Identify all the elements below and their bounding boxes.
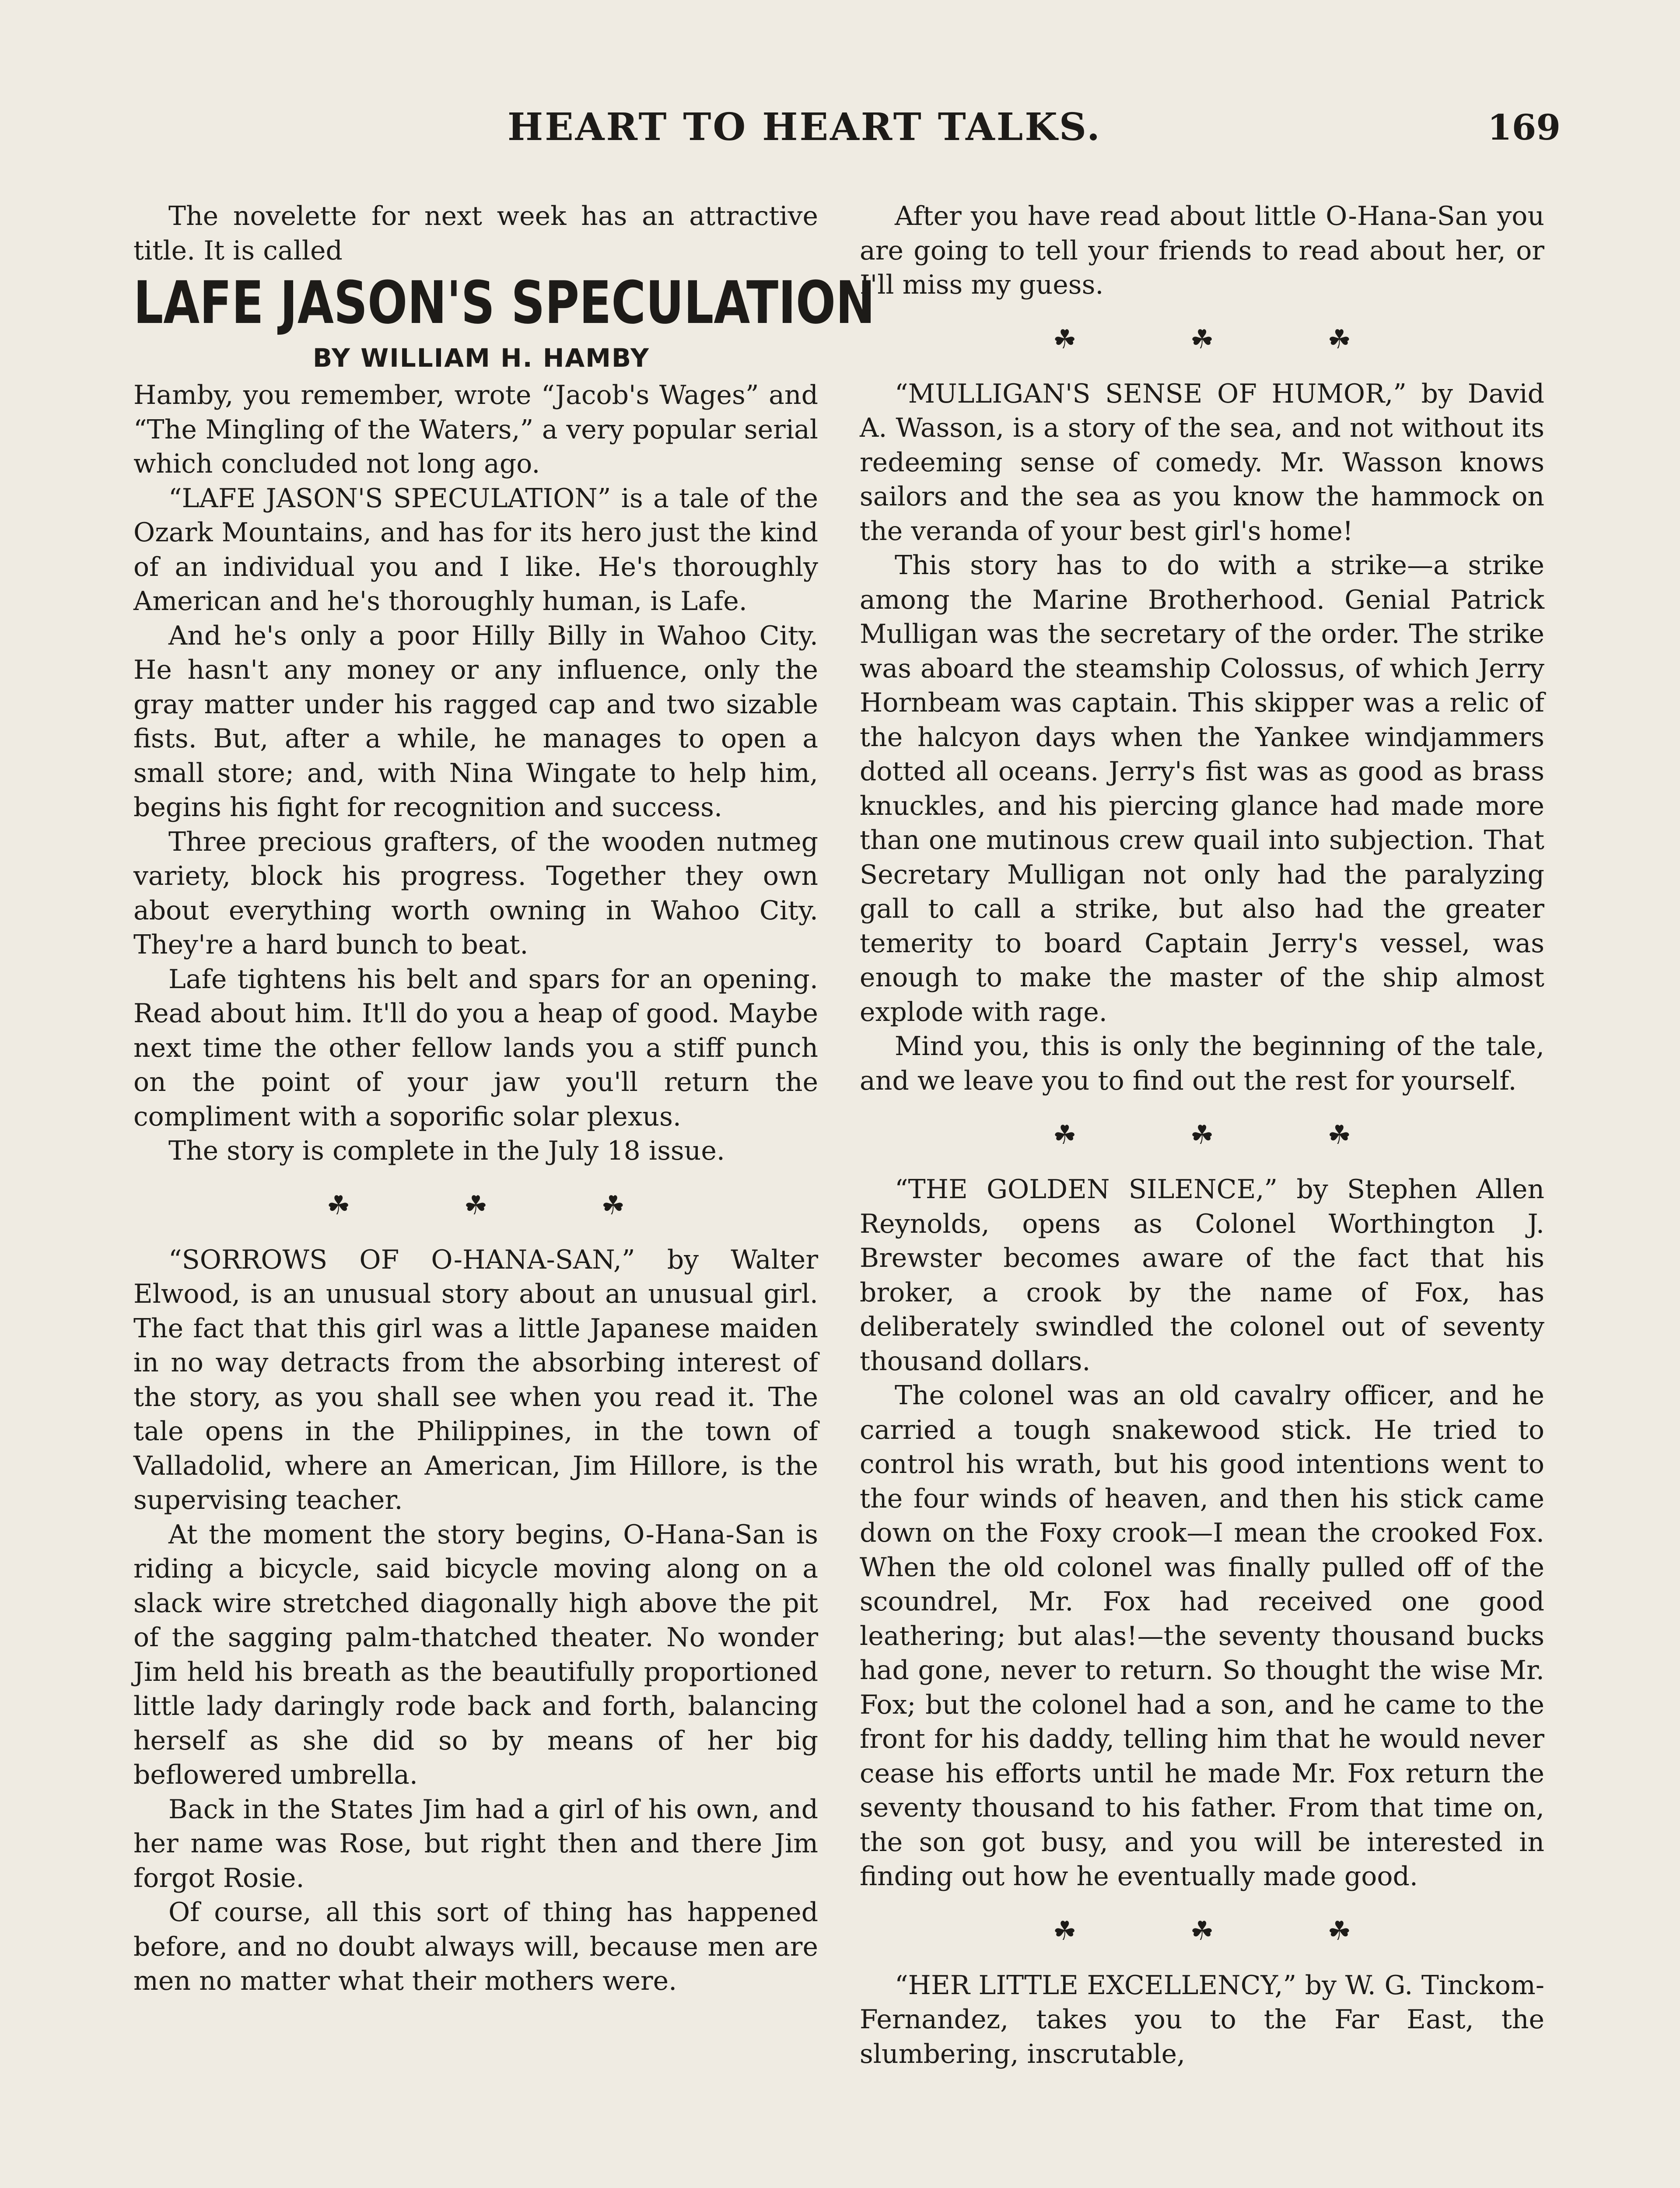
paragraph: The colonel was an old cavalry officer, and he carried a tough snakewood stick. He tried to control his wrath, but his good intentions went to the four winds of heaven, and then his stick came down on the Foxy crook—I mean the crooked Fox. When the old colonel was finally pulled off of the scoundrel, Mr. Fox had received one good leathering; but alas!—the seventy thousand bucks had gone, never to return. So thought the wise Mr. Fox; but the colonel had a son, and he came to the front for his daddy, telling him that he would never cease his efforts until he made Mr. Fox return the seventy thousand to his father. From that time on, the son got busy, and you will be interested in finding out how he eventually made good.: [860, 1380, 1544, 1892]
paragraph: “LAFE JASON'S SPECULATION” is a tale of the Ozark Mountains, and has for its hero just the kind of an individual you and I like. He's thoroughly American and he's thoroughly human, is Lafe.: [133, 483, 818, 617]
story-byline: BY WILLIAM H. HAMBY: [313, 343, 650, 373]
section-divider: [133, 1168, 818, 1243]
paragraph: Three precious grafters, of the wooden nutmeg variety, block his progress. Together they own about everything worth owning in Wahoo City. They're a hard bunch to beat.: [133, 826, 818, 960]
paragraph: After you have read about little O-Hana-San you are going to tell your friends to read about her, or I'll miss my guess.: [860, 201, 1544, 300]
clover-ornament-icon: ☘: [1327, 1915, 1351, 1946]
clover-ornament-icon: ☘: [1053, 1120, 1077, 1150]
clover-ornament-icon: ☘: [1327, 324, 1351, 355]
paragraph: This story has to do with a strike—a strike among the Marine Brotherhood. Genial Patrick Mulligan was the secretary of the order. The strike was aboard the steamship Colossus, of which Jerry Hornbeam was captain. This skipper was a relic of the halcyon days when the Yankee windjammers dotted all oceans. Jerry's fist was as good as brass knuckles, and his piercing glance had made more than one mutinous crew quail into subjection. That Secretary Mulligan not only had the paralyzing gall to call a strike, but also had the greater temerity to board Captain Jerry's vessel, was enough to make the master of the ship almost explode with rage.: [860, 550, 1544, 1027]
clover-ornament-icon: ☘: [464, 1190, 488, 1221]
clover-ornament-icon: ☘: [1053, 1915, 1077, 1946]
paragraph: The story is complete in the July 18 issue.: [168, 1136, 725, 1166]
clover-ornament-icon: ☘: [1190, 1120, 1214, 1150]
clover-ornament-icon: ☘: [1190, 1915, 1214, 1946]
paragraph: Mind you, this is only the beginning of the tale, and we leave you to find out the rest for yourself.: [860, 1031, 1544, 1096]
clover-ornament-icon: ☘: [326, 1190, 350, 1221]
clover-ornament-icon: ☘: [601, 1190, 625, 1221]
right-column: [860, 199, 1544, 2071]
paragraph: Back in the States Jim had a girl of his own, and her name was Rose, but right then and there Jim forgot Rosie.: [133, 1794, 818, 1893]
paragraph: “HER LITTLE EXCELLENCY,” by W. G. Tinckom-Fernandez, takes you to the Far East, the slumbering, inscrutable,: [860, 1970, 1544, 2069]
paragraph: “MULLIGAN'S SENSE OF HUMOR,” by David A. Wasson, is a story of the sea, and not without its redeeming sense of comedy. Mr. Wasson knows sailors and the sea as you know the hammock on the veranda of your best girl's home!: [860, 378, 1544, 547]
paragraph: “THE GOLDEN SILENCE,” by Stephen Allen Reynolds, opens as Colonel Worthington J. Brewster becomes aware of the fact that his broker, a crook by the name of Fox, has deliberately swindled the colonel out of seventy thousand dollars.: [860, 1174, 1544, 1377]
intro-paragraph: The novelette for next week has an attractive title. It is called: [133, 201, 818, 266]
left-column: [133, 199, 875, 1999]
clover-ornament-icon: ☘: [1053, 324, 1077, 355]
paragraph: At the moment the story begins, O-Hana-San is riding a bicycle, said bicycle moving along on a slack wire stretched diagonally high above the pit of the sagging palm-thatched theater. No wonder Jim held his breath as the beautifully proportioned little lady daringly rode back and forth, balancing herself as she did so by means of her big beflowered umbrella.: [133, 1519, 818, 1790]
section-divider: [860, 302, 1544, 377]
section-divider: [860, 1894, 1544, 1968]
clover-ornament-icon: ☘: [1190, 324, 1214, 355]
paragraph: Lafe tightens his belt and spars for an opening. Read about him. It'll do you a heap of good. Maybe next time the other fellow lands you a stiff punch on the point of your jaw you'll return the compliment with a soporific solar plexus.: [133, 964, 818, 1132]
story-headline: LAFE JASON'S SPECULATION: [133, 269, 875, 337]
section-divider: [860, 1098, 1544, 1172]
paragraph: Of course, all this sort of thing has happened before, and no doubt always will, because men are men no matter what their mothers were.: [133, 1897, 818, 1996]
clover-ornament-icon: ☘: [1327, 1120, 1351, 1150]
paragraph: “SORROWS OF O-HANA-SAN,” by Walter Elwood, is an unusual story about an unusual girl. The fact that this girl was a little Japanese maiden in no way detracts from the absorbing interest of the story, as you shall see when you read it. The tale opens in the Philippines, in the town of Valladolid, where an American, Jim Hillore, is the supervising teacher.: [133, 1244, 818, 1515]
running-head: HEART TO HEART TALKS.: [508, 105, 1102, 149]
paragraph: Hamby, you remember, wrote “Jacob's Wages” and “The Mingling of the Waters,” a very popular serial which concluded not long ago.: [133, 380, 818, 479]
paragraph: And he's only a poor Hilly Billy in Wahoo City. He hasn't any money or any influence, only the gray matter under his ragged cap and two sizable fists. But, after a while, he manages to open a small store; and, with Nina Wingate to help him, begins his fight for recognition and success.: [133, 620, 818, 823]
page-number: 169: [1488, 107, 1561, 148]
